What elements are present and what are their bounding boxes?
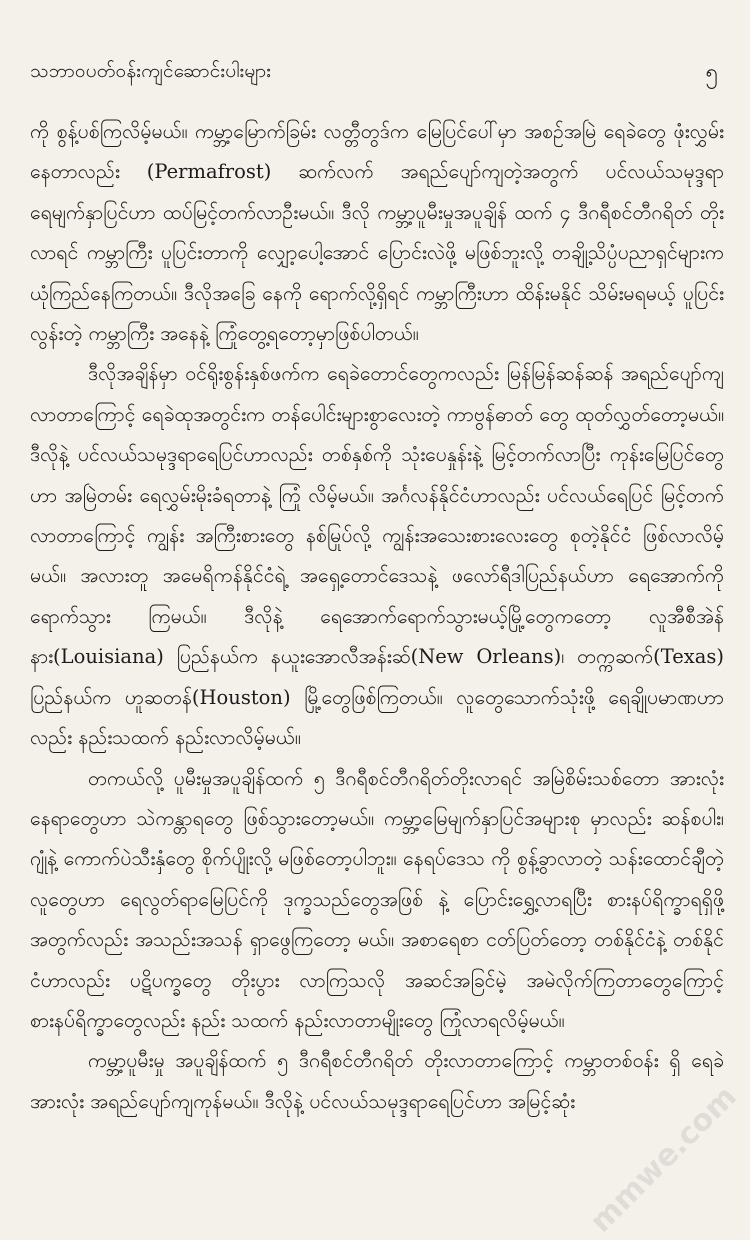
body-text: [30, 112, 724, 1200]
running-header: [30, 56, 722, 90]
running-title: သဘာဝပတ်ဝန်းကျင်ဆောင်းပါးများ: [30, 60, 272, 82]
paragraph: ကို စွန့်ပစ်ကြလိမ့်မယ်။ ကမ္ဘာ့မြောက်ခြမ်း လတ္တီတွဒ်က မြေပြင်ပေါ်မှာ အစဉ်အမြဲ ရေခဲတွေ ဖုံးလွှမ်းနေတာလည်း (Permafrost) ဆက်လက် အရည်ပျော်ကျတဲ့အတွက် ပင်လယ်သမုဒ္ဒရာရေမျက်နှာပြင်ဟာ ထပ်မြင့်တက်လာဦးမယ်။ ဒီလို ကမ္ဘာ့ပူမီးမှုအပူချိန် ထက် ၄ ဒီဂရီစင်တီဂရိတ် တိုးလာရင် ကမ္ဘာကြီး ပူပြင်းတာကို လျှော့ပေါ့အောင် ပြောင်းလဲဖို့ မဖြစ်ဘူးလို့ တချို့သိပ္ပံပညာရှင်များက ယုံကြည်နေကြတယ်။ ဒီလိုအခြေ နေကို ရောက်လို့ရှိရင် ကမ္ဘာကြီးဟာ ထိန်းမနိုင် သိမ်းမရမယ့် ပူပြင်းလွန်းတဲ့ ကမ္ဘာကြီး အနေနဲ့ ကြုံတွေ့ရတော့မှာဖြစ်ပါတယ်။: [30, 120, 724, 346]
paragraph: ကမ္ဘာ့ပူမီးမှု အပူချိန်ထက် ၅ ဒီဂရီစင်တီဂရိတ် တိုးလာတာကြောင့် ကမ္ဘာတစ်ဝန်း ရှိ ရေခဲအားလုံး အရည်ပျော်ကျကုန်မယ်။ ဒီလိုနဲ့ ပင်လယ်သမုဒ္ဒရာရေပြင်ဟာ အမြင့်ဆုံး: [30, 1049, 724, 1113]
page-number: ၅: [705, 59, 718, 85]
paragraph: တကယ်လို့ ပူမီးမှုအပူချိန်ထက် ၅ ဒီဂရီစင်တီဂရိတ်တိုးလာရင် အမြဲစိမ်းသစ်တော အားလုံးနေရာတွေဟာ သဲကန္တာရတွေ ဖြစ်သွားတော့မယ်။ ကမ္ဘာ့မြေမျက်နှာပြင်အများစု မှာလည်း ဆန်စပါး၊ ဂျုံနဲ့ ကောက်ပဲသီးနှံတွေ စိုက်ပျိုးလို့ မဖြစ်တော့ပါဘူး။ နေရပ်ဒေသ ကို စွန့်ခွာလာတဲ့ သန်းထောင်ချီတဲ့လူတွေဟာ ရေလွတ်ရာမြေပြင်ကို ဒုက္ခသည်တွေအဖြစ် နဲ့ ပြောင်းရွှေ့လာရပြီး စားနပ်ရိက္ခာရရှိဖို့အတွက်လည်း အသည်းအသန် ရှာဖွေကြတော့ မယ်။ အစာရေစာ ငတ်ပြတ်တော့ တစ်နိုင်ငံနဲ့ တစ်နိုင်ငံဟာလည်း ပဋိပက္ခတွေ တိုးပွား လာကြသလို အဆင်အခြင်မဲ့ အမဲလိုက်ကြတာတွေကြောင့် စားနပ်ရိက္ခာတွေလည်း နည်း သထက် နည်းလာတာမျိုးတွေ ကြုံလာရလိမ့်မယ်။: [30, 766, 724, 1032]
watermark: mmwe.com: [583, 1079, 744, 1240]
paragraph: ဒီလိုအချိန်မှာ ဝင်ရိုးစွန်းနှစ်ဖက်က ရေခဲတောင်တွေကလည်း မြန်မြန်ဆန်ဆန် အရည်ပျော်ကျလာတာကြောင့် ရေခဲထုအတွင်းက တန်ပေါင်းများစွာလေးတဲ့ ကာဗွန်ဓာတ် တွေ ထုတ်လွှတ်တော့မယ်။ ဒီလိုနဲ့ ပင်လယ်သမုဒ္ဒရာရေပြင်ဟာလည်း တစ်နှစ်ကို သုံးပေနှုန်းနဲ့ မြင့်တက်လာပြီး ကုန်းမြေပြင်တွေဟာ အမြဲတမ်း ရေလွှမ်းမိုးခံရတာနဲ့ ကြုံ လိမ့်မယ်။ အင်္ဂလန်နိုင်ငံဟာလည်း ပင်လယ်ရေပြင် မြင့်တက်လာတာကြောင့် ကျွန်း အကြီးစားတွေ နစ်မြုပ်လို့ ကျွန်းအသေးစားလေးတွေ စုတဲ့နိုင်ငံ ဖြစ်လာလိမ့်မယ်။ အလားတူ အမေရိကန်နိုင်ငံရဲ့ အရှေ့တောင်ဒေသနဲ့ ဖလော်ရီဒါပြည်နယ်ဟာ ရေအောက်ကို ရောက်သွား ကြမယ်။ ဒီလိုနဲ့ ရေအောက်ရောက်သွားမယ့်မြို့တွေကတော့ လူအီစီအဲန်နား(Louisiana) ပြည်နယ်က နယူးအောလီအန်းဆ်(New Orleans)၊ တက္ကဆက်(Texas) ပြည်နယ်က ဟူဆတန်(Houston) မြို့တွေဖြစ်ကြတယ်။ လူတွေသောက်သုံးဖို့ ရေချိုပမာဏဟာလည်း နည်းသထက် နည်းလာလိမ့်မယ်။: [30, 362, 724, 750]
